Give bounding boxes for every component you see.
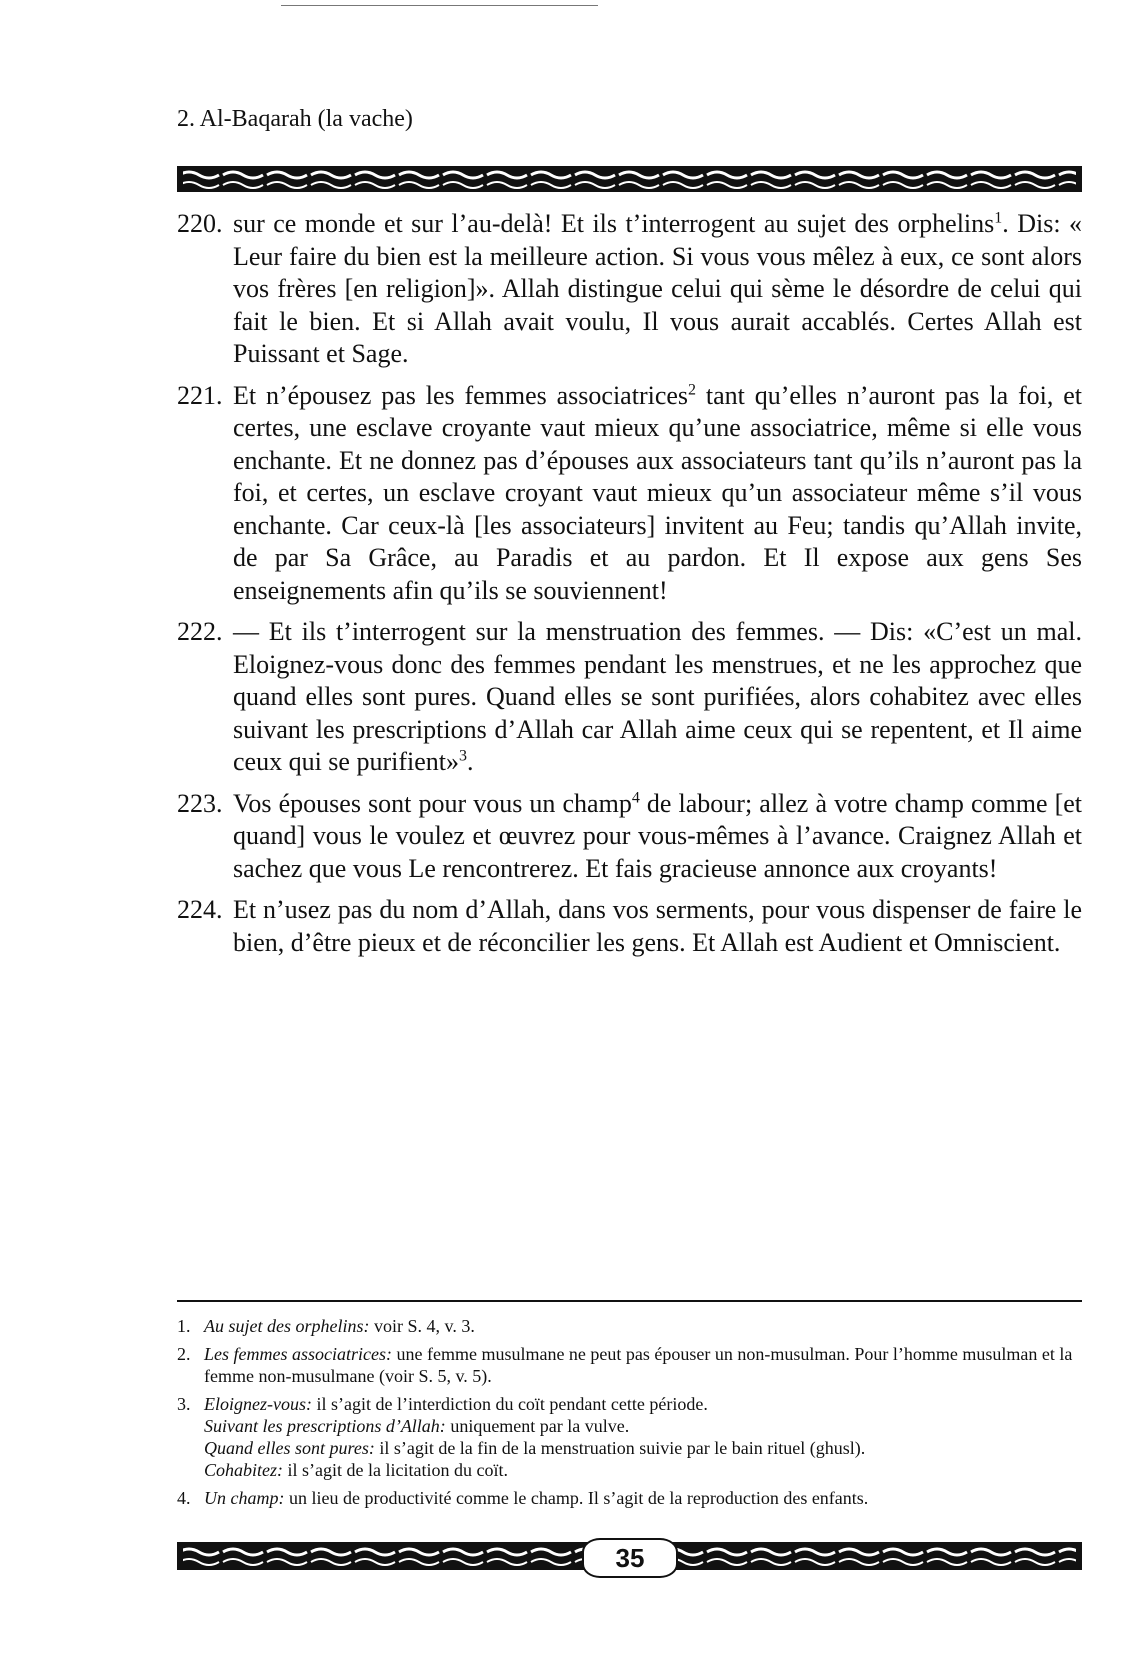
verse-221 [177, 380, 1082, 608]
footnote-term: Suivant les prescriptions d’Allah: [204, 1416, 446, 1436]
footnote-number: 3. [177, 1394, 191, 1414]
chapter-header: 2. Al-Baqarah (la vache) [177, 106, 413, 132]
footnote-text: il s’agit de la licitation du coït. [283, 1460, 508, 1480]
footnote-4 [177, 1487, 1082, 1509]
footnote-ref[interactable]: 4 [631, 788, 640, 806]
verse-text: sur ce monde et sur l’au-delà! Et ils t’interrogent au sujet des orphelins$^1$. Dis: « Leur faire du bien est la meilleure action. Si vous vous mêlez à eux, ce sont alors vos frères [en religion]». Allah distingue celui qui sème le désordre de celui qui fait le bien. Et si Allah avait voulu, Il vous aurait accablés. Certes Allah est Puissant et Sage. [233, 209, 1083, 368]
footnote-term: Eloignez-vous: [204, 1394, 312, 1414]
footnote-text: une femme musulmane ne peut pas épouser un non-musulman. Pour l’homme musulman et la femme non-musulmane (voir S. 5, v. 5). [204, 1344, 1073, 1386]
verse-text: Et n’usez pas du nom d’Allah, dans vos serments, pour vous dispenser de faire le bien, d’être pieux et de réconcilier les gens. Et Allah est Audient et Omniscient. [233, 895, 1082, 957]
page-number: 35 [582, 1538, 678, 1578]
footnote-text: un lieu de productivité comme le champ. Il s’agit de la reproduction des enfants. [284, 1488, 869, 1508]
footnote-ref[interactable]: 1 [994, 209, 1003, 227]
footnotes [177, 1315, 1082, 1515]
footnote-text: il s’agit de la fin de la menstruation suivie par le bain rituel (ghusl). [374, 1438, 866, 1458]
verse-number: 222. [177, 617, 223, 646]
verse-text: Vos épouses sont pour vous un champ$^4$ de labour; allez à votre champ comme [et quand] vous le voulez et œuvrez pour vous-mêmes à l’avance. Craignez Allah et sachez que vous Le rencontrerez. Et fais gracieuse annonce aux croyants! [233, 788, 1083, 883]
verse-number: 223. [177, 788, 223, 818]
footnote-term: Les femmes associatrices: [204, 1344, 392, 1364]
footnote-text: uniquement par la vulve. [445, 1416, 630, 1436]
ornament-pattern [177, 166, 1082, 192]
footnote-number: 2. [177, 1344, 191, 1364]
verse-number: 221. [177, 380, 223, 410]
footnote-ref[interactable]: 2 [688, 380, 697, 398]
verse-220 [177, 208, 1082, 371]
footnote-term: Un champ: [204, 1488, 285, 1508]
footnote-rule [177, 1300, 1082, 1302]
footnote-3 [177, 1393, 1082, 1481]
ornamental-band-top [177, 166, 1082, 192]
footnote-text: il s’agit de l’interdiction du coït pendant cette période. [311, 1394, 708, 1414]
verse-number: 224. [177, 895, 223, 924]
verse-list [177, 208, 1082, 968]
footnote-text: voir S. 4, v. 3. [369, 1316, 475, 1336]
footnote-term: Au sujet des orphelins: [204, 1316, 370, 1336]
footnote-term: Cohabitez: [204, 1460, 283, 1480]
footnote-1 [177, 1315, 1082, 1337]
top-rule [281, 5, 598, 6]
verse-223 [177, 788, 1082, 886]
footnote-2 [177, 1343, 1082, 1387]
verse-text: Et n’épousez pas les femmes associatrices$^2$ tant qu’elles n’auront pas la foi, et certes, une esclave croyante vaut mieux qu’une associatrice, même si elle vous enchante. Et ne donnez pas d’épouses aux associateurs tant qu’ils n’auront pas la foi, et certes, un esclave croyant vaut mieux qu’un associateur même s’il vous enchante. Car ceux-là [les associateurs] invitent au Feu; tandis qu’Allah invite, de par Sa Grâce, au Paradis et au pardon. Et Il expose aux gens Ses enseignements afin qu’ils se souviennent! [233, 380, 1082, 605]
verse-text: — Et ils t’interrogent sur la menstruation des femmes. — Dis: «C’est un mal. Eloignez-vous donc des femmes pendant les menstrues, et ne les approchez que quand elles sont pures. Quand elles se sont purifiées, alors cohabitez avec elles suivant les prescriptions d’Allah car Allah aime ceux qui se repentent, et Il aime ceux qui se purifient»$^3$. [233, 617, 1082, 776]
verse-224 [177, 894, 1082, 959]
footnote-number: 1. [177, 1316, 191, 1336]
verse-number: 220. [177, 209, 223, 238]
footnote-term: Quand elles sont pures: [204, 1438, 375, 1458]
footnote-ref[interactable]: 3 [459, 747, 467, 765]
footnote-number: 4. [177, 1488, 191, 1508]
verse-222 [177, 616, 1082, 779]
